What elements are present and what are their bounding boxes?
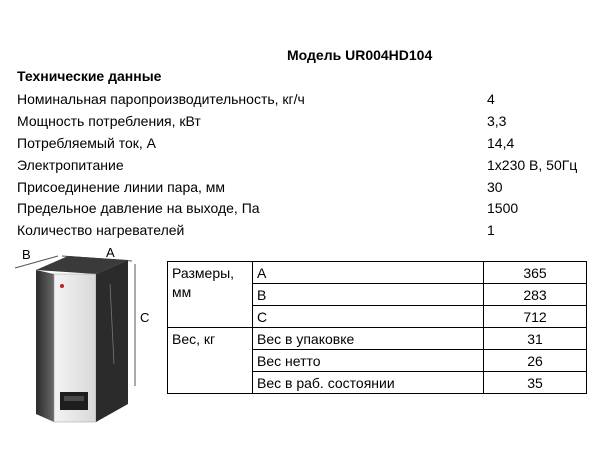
spec-label: Количество нагревателей: [17, 222, 185, 238]
dimensions-table: [167, 261, 587, 394]
model-title: Модель UR004HD104: [287, 47, 433, 63]
spec-label: Электропитание: [17, 157, 124, 173]
table-cell-value: 283: [484, 284, 587, 306]
section-title: Технические данные: [17, 68, 162, 84]
size-group-label: Размеры, мм: [168, 262, 253, 328]
spec-row: [17, 157, 587, 177]
table-cell-value: 26: [484, 350, 587, 372]
spec-row: [17, 113, 587, 133]
table-cell-label: B: [253, 284, 484, 306]
spec-row: [17, 135, 587, 155]
spec-value: 1500: [487, 200, 519, 216]
weight-group-label: Вес, кг: [168, 328, 253, 394]
dim-b-label: B: [22, 247, 31, 262]
humidifier-illustration: [10, 244, 170, 444]
spec-value: 1х230 В, 50Гц: [487, 157, 578, 173]
spec-label: Мощность потребления, кВт: [17, 113, 201, 129]
spec-value: 30: [487, 179, 503, 195]
table-cell-label: Вес в упаковке: [253, 328, 484, 350]
spec-label: Потребляемый ток, А: [17, 135, 156, 151]
spec-label: Номинальная паропроизводительность, кг/ч: [17, 91, 305, 107]
spec-value: 1: [487, 222, 495, 238]
spec-row: [17, 91, 587, 111]
unit-side: [36, 270, 54, 422]
spec-value: 4: [487, 91, 495, 107]
table-row: [168, 328, 587, 350]
table-cell-value: 712: [484, 306, 587, 328]
spec-row: [17, 222, 587, 242]
table-cell-value: 35: [484, 372, 587, 394]
unit-right-panel: [96, 260, 128, 422]
dim-c-label: C: [140, 310, 150, 325]
spec-row: [17, 179, 587, 199]
table-cell-value: 365: [484, 262, 587, 284]
logo-icon: [60, 284, 64, 288]
spec-value: 14,4: [487, 135, 515, 151]
table-row: [168, 262, 587, 284]
table-cell-label: Вес нетто: [253, 350, 484, 372]
table-cell-label: C: [253, 306, 484, 328]
spec-value: 3,3: [487, 113, 507, 129]
display-screen: [64, 396, 84, 401]
dim-a-label: A: [106, 245, 115, 260]
spec-label: Присоединение линии пара, мм: [17, 179, 226, 195]
table-cell-value: 31: [484, 328, 587, 350]
spec-label: Предельное давление на выходе, Па: [17, 200, 260, 216]
table-cell-label: A: [253, 262, 484, 284]
table-cell-label: Вес в раб. состоянии: [253, 372, 484, 394]
spec-row: [17, 200, 587, 220]
